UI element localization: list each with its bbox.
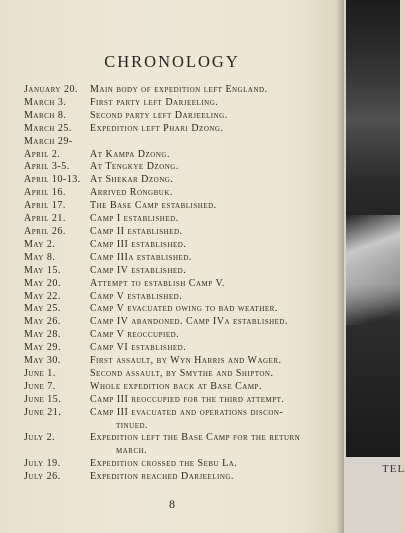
chronology-entry [24,278,324,291]
chronology-entry [24,161,324,174]
entry-event: march. [116,445,148,457]
entry-event: Camp IIIa established. [90,251,192,263]
chronology-entry [24,471,324,484]
chronology-entry [24,174,324,187]
chronology-entry [24,252,324,265]
chronology-entry [24,316,324,329]
chronology-entry [24,187,324,200]
entry-date: May 26. [24,316,61,328]
entry-event: Second party left Darjeeling. [90,109,228,121]
entry-date: January 20. [24,84,78,95]
entry-date: May 2. [24,238,56,250]
entry-date: April 2. [24,148,61,160]
entry-event: Camp I established. [90,213,179,225]
entry-event: Camp VI established. [90,342,187,354]
chronology-entry [24,394,324,407]
chronology-entry [24,329,324,342]
entry-event: First assault, by Wyn Harris and Wager. [90,355,282,367]
entry-event: Main body of expedition left England. [90,84,268,95]
chronology-entry [24,84,324,97]
chronology-entry [24,368,324,381]
entry-date: May 30. [24,355,61,367]
entry-date: May 8. [24,251,56,263]
entry-date: April 17. [24,200,66,212]
entry-date [24,420,90,433]
snow-slope [346,215,400,325]
photo-caption: TEL [382,463,405,475]
entry-event: Camp V established. [90,290,183,302]
page-number: 8 [169,497,175,511]
chronology-entry [24,303,324,316]
chronology-entry [24,458,324,471]
entry-date: April 26. [24,225,66,237]
entry-event: Expedition reached Darjeeling. [90,471,234,483]
entry-date: June 21. [24,406,62,418]
entry-date: May 20. [24,277,61,289]
entry-event: Camp II established. [90,225,183,237]
entry-event: Camp III reoccupied for the third attempt. [90,393,285,405]
chronology-entry [24,381,324,394]
entry-date: July 2. [24,432,56,444]
chronology-entry [24,239,324,252]
entry-date: April 16. [24,187,66,199]
entry-event: Camp V evacuated owing to bad weather. [90,303,278,315]
chronology-entry [24,445,324,458]
chronology-entry [24,407,324,420]
chronology-entry [24,226,324,239]
chronology-entry [24,420,324,433]
entry-event: Expedition left the Base Camp for the return [90,432,301,444]
entry-date: June 15. [24,393,62,405]
entry-event: Camp III established. [90,238,187,250]
entry-event: Camp III evacuated and operations discon- [90,406,284,418]
entry-date: May 22. [24,290,61,302]
chronology-entry [24,110,324,123]
entry-event: Camp IV established. [90,264,187,276]
chronology-entry [24,136,324,149]
entry-date: June 7. [24,380,56,392]
chronology-entry [24,432,324,445]
facing-page [344,0,400,533]
entry-date: April 3-5. [24,161,70,173]
entry-date: March 25. [24,122,72,134]
entry-date: April 21. [24,213,66,225]
entry-event: Expedition crossed the Sebu La. [90,458,238,470]
entry-date: April 10-13. [24,174,81,186]
entry-date: May 29. [24,342,61,354]
entry-event [90,136,324,149]
entry-event: Attempt to establish Camp V. [90,277,225,289]
entry-date: May 28. [24,329,61,341]
entry-event: Arrived Rongbuk. [90,187,173,199]
entry-date: March 3. [24,96,67,108]
chronology-entry [24,97,324,110]
entry-event: At Kampa Dzong. [90,148,170,160]
entry-event: Second assault, by Smythe and Shipton. [90,367,274,379]
chronology-entry [24,342,324,355]
entry-event: tinued. [116,419,149,431]
entry-event: Camp V reoccupied. [90,329,180,341]
entry-date: May 15. [24,264,61,276]
entry-event: The Base Camp established. [90,200,217,212]
chronology-entry [24,149,324,162]
entry-event: At Tengkye Dzong. [90,161,179,173]
entry-date: June 1. [24,367,56,379]
chronology-list [24,84,324,484]
chronology-entry [24,123,324,136]
entry-event: Whole expedition back at Base Camp. [90,380,262,392]
entry-date [24,445,90,458]
chronology-entry [24,291,324,304]
entry-event: At Shekar Dzong. [90,174,174,186]
chronology-entry [24,265,324,278]
entry-date: May 25. [24,303,61,315]
entry-date: March 8. [24,109,67,121]
chronology-entry [24,213,324,226]
entry-date: July 26. [24,471,61,483]
entry-event: First party left Darjeeling. [90,96,219,108]
page-title: CHRONOLOGY [104,52,240,71]
chronology-entry [24,200,324,213]
entry-date: July 19. [24,458,61,470]
entry-event: Expedition left Phari Dzong. [90,122,224,134]
entry-date: March 29- [24,135,73,147]
entry-event: Camp IV abandoned. Camp IVa established. [90,316,288,328]
mountain-photo [346,0,400,457]
chronology-entry [24,355,324,368]
